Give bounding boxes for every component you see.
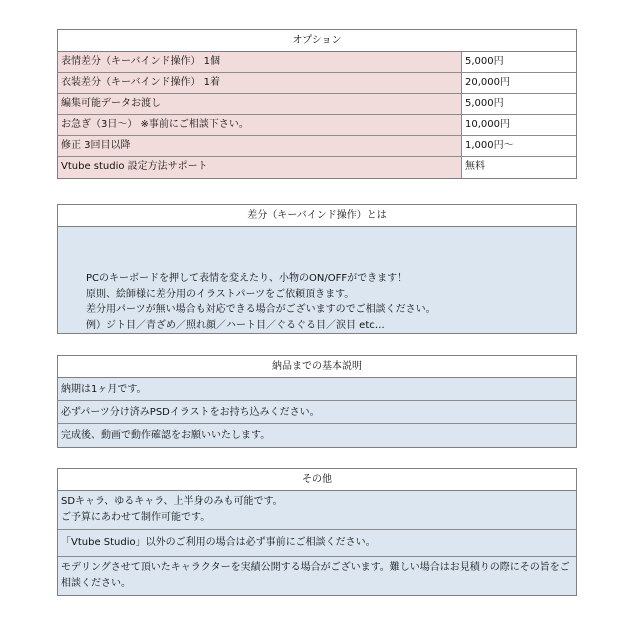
- option-price: 1,000円〜: [462, 136, 576, 156]
- sabun-section: [57, 204, 577, 334]
- list-item-line: モデリングさせて頂いたキャラクターを実績公開する場合がございます。難しい場合はお見積りの際にその旨をご相談ください。: [61, 562, 570, 589]
- table-row: [58, 52, 576, 73]
- option-name: お急ぎ（3日〜） ※事前にご相談下さい。: [58, 115, 462, 135]
- option-price: 10,000円: [462, 115, 576, 135]
- other-title: その他: [58, 469, 576, 491]
- list-item: 必ずパーツ分け済みPSDイラストをお持ち込みください。: [58, 401, 576, 424]
- sabun-body: [58, 227, 576, 333]
- other-section: [57, 468, 577, 596]
- option-price: 5,000円: [462, 52, 576, 72]
- option-name: Vtube studio 設定方法サポート: [58, 157, 462, 178]
- list-item: 納期は1ヶ月です。: [58, 378, 576, 401]
- table-row: [58, 157, 576, 178]
- option-price: 無料: [462, 157, 576, 178]
- sabun-line: 原則、絵師様に差分用のイラストパーツをご依頼頂きます。: [86, 288, 355, 300]
- option-name: 編集可能データお渡し: [58, 94, 462, 114]
- sabun-title: 差分（キーバインド操作）とは: [58, 205, 576, 227]
- option-price: 5,000円: [462, 94, 576, 114]
- table-row: [58, 94, 576, 115]
- table-row: [58, 136, 576, 157]
- sabun-line: 例）ジト目／青ざめ／照れ顔／ハート目／ぐるぐる目／涙目 etc…: [86, 319, 385, 331]
- table-row: [58, 115, 576, 136]
- delivery-title: 納品までの基本説明: [58, 356, 576, 378]
- options-title: オプション: [58, 30, 576, 52]
- option-name: 衣装差分（キーバインド操作） 1着: [58, 73, 462, 93]
- table-row: [58, 73, 576, 94]
- list-item: 完成後、動画で動作確認をお願いいたします。: [58, 424, 576, 447]
- list-item-line: 「Vtube Studio」以外のご利用の場合は必ず事前にご相談ください。: [61, 537, 376, 548]
- list-item: [58, 557, 576, 595]
- list-item: [58, 530, 576, 557]
- option-name: 修正 3回目以降: [58, 136, 462, 156]
- delivery-section: [57, 355, 577, 448]
- option-price: 20,000円: [462, 73, 576, 93]
- options-table: [57, 29, 577, 179]
- list-item-line: ご予算にあわせて制作可能です。: [61, 512, 211, 523]
- sabun-line: 差分用パーツが無い場合も対応できる場合がございますのでご相談ください。: [86, 304, 436, 315]
- sabun-line: PCのキーボードを押して表情を変えたり、小物のON/OFFができます！: [86, 273, 408, 284]
- option-name: 表情差分（キーバインド操作） 1個: [58, 52, 462, 72]
- list-item: [58, 491, 576, 530]
- list-item-line: SDキャラ、ゆるキャラ、上半身のみも可能です。: [61, 496, 283, 507]
